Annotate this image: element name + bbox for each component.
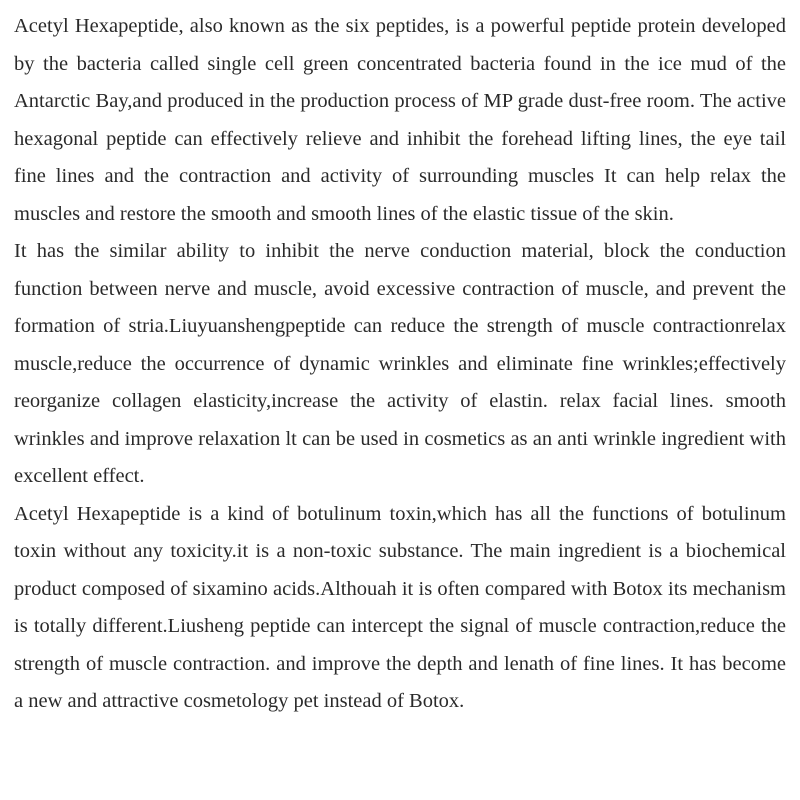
document-body (14, 8, 786, 721)
paragraph-acetyl-hexapeptide-intro: Acetyl Hexapeptide, also known as the six peptides, is a powerful peptide protein developed by the bacteria called single cell green concentrated bacteria found in the ice mud of the Antarctic Bay,and produced in the production process of MP grade dust-free room. The active hexagonal peptide can effectively relieve and inhibit the forehead lifting lines, the eye tail fine lines and the contraction and activity of surrounding muscles It can help relax the muscles and restore the smooth and smooth lines of the elastic tissue of the skin. (14, 15, 786, 225)
paragraph-botulinum-comparison: Acetyl Hexapeptide is a kind of botulinum toxin,which has all the functions of botulinum toxin without any toxicity.it is a non-toxic substance. The main ingredient is a biochemical product composed of sixamino acids.Althouah it is often compared with Botox its mechanism is totally different.Liusheng peptide can intercept the signal of muscle contraction,reduce the strength of muscle contraction. and improve the depth and lenath of fine lines. It has become a new and attractive cosmetology pet instead of Botox. (14, 502, 786, 712)
paragraph-nerve-conduction-inhibition: It has the similar ability to inhibit the nerve conduction material, block the conduction function between nerve and muscle, avoid excessive contraction of muscle, and prevent the formation of stria.Liuyuanshengpeptide can reduce the strength of muscle contractionrelax muscle,reduce the occurrence of dynamic wrinkles and eliminate fine wrinkles;effectively reorganize collagen elasticity,increase the activity of elastin. relax facial lines. smooth wrinkles and improve relaxation lt can be used in cosmetics as an anti wrinkle ingredient with excellent effect. (14, 240, 786, 487)
